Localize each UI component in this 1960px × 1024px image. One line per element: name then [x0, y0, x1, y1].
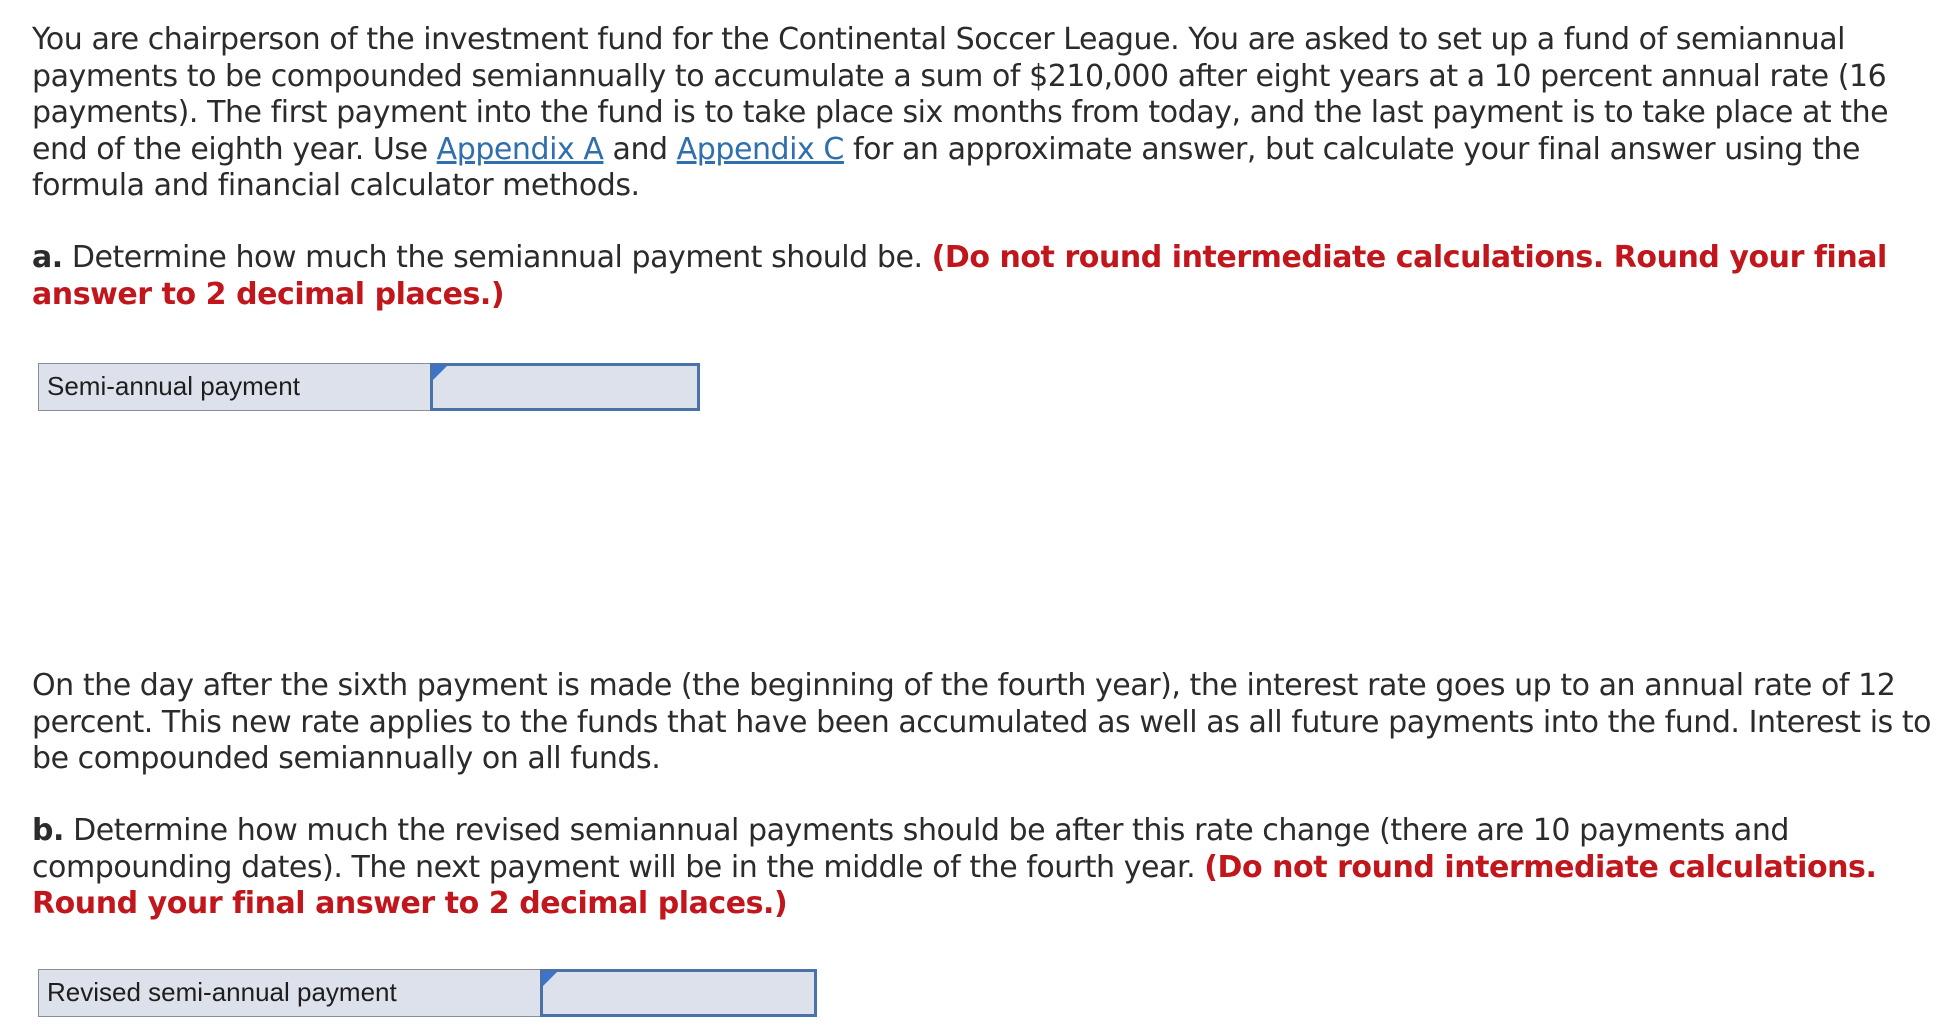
- part-b-answer-row: [38, 969, 817, 1017]
- revised-semi-annual-payment-input[interactable]: [543, 972, 814, 1014]
- part-a-instruction: (Do not round intermediate calculations. Round your final answer to 2 decimal places.): [32, 240, 1887, 312]
- revised-semi-annual-payment-field[interactable]: [540, 969, 817, 1017]
- rate-change-scenario: On the day after the sixth payment is made (the beginning of the fourth year), the interest rate goes up to an annual rate of 12 percent. This new rate applies to the funds that have been accumulated as well as all future payments into the fund. Interest is to be compounded semiannually on all funds.: [32, 668, 1932, 776]
- part-b-instruction: (Do not round intermediate calculations. Round your final answer to 2 decimal places.): [32, 849, 1877, 921]
- intro-and-text: and: [603, 131, 677, 167]
- revised-semi-annual-payment-label: Revised semi-annual payment: [38, 969, 541, 1017]
- intro-text-after: for an approximate answer, but calculate your final answer using the formula and financial calculator methods.: [32, 131, 1860, 203]
- part-a-question: [32, 240, 1932, 313]
- intro-text-before: You are chairperson of the investment fund for the Continental Soccer League. You are asked to set up a fund of semiannual payments to be compounded semiannually to accumulate a sum of $210,000 after eight years at a 10 percent annual rate (16 payments). The first payment into the fund is to take place six months from today, and the last payment is to take place at the end of the eighth year. Use: [32, 22, 1889, 167]
- input-marker-icon: [433, 366, 447, 380]
- part-b-label: b.: [32, 813, 64, 848]
- appendix-a-link[interactable]: Appendix A: [436, 131, 604, 167]
- semi-annual-payment-field[interactable]: [430, 363, 700, 411]
- problem-intro: [32, 22, 1932, 205]
- part-b-question-text: Determine how much the revised semiannual payments should be after this rate change (there are 10 payments and compounding dates). The next payment will be in the middle of the fourth year.: [32, 813, 1790, 885]
- semi-annual-payment-input[interactable]: [433, 366, 697, 408]
- input-marker-icon: [543, 972, 557, 986]
- appendix-c-link[interactable]: Appendix C: [676, 131, 844, 167]
- part-b-question: [32, 813, 1932, 923]
- part-a-label: a.: [32, 240, 63, 275]
- semi-annual-payment-label: Semi-annual payment: [38, 363, 431, 411]
- part-a-question-text: Determine how much the semiannual payment should be.: [62, 240, 932, 275]
- part-a-answer-row: [38, 363, 700, 411]
